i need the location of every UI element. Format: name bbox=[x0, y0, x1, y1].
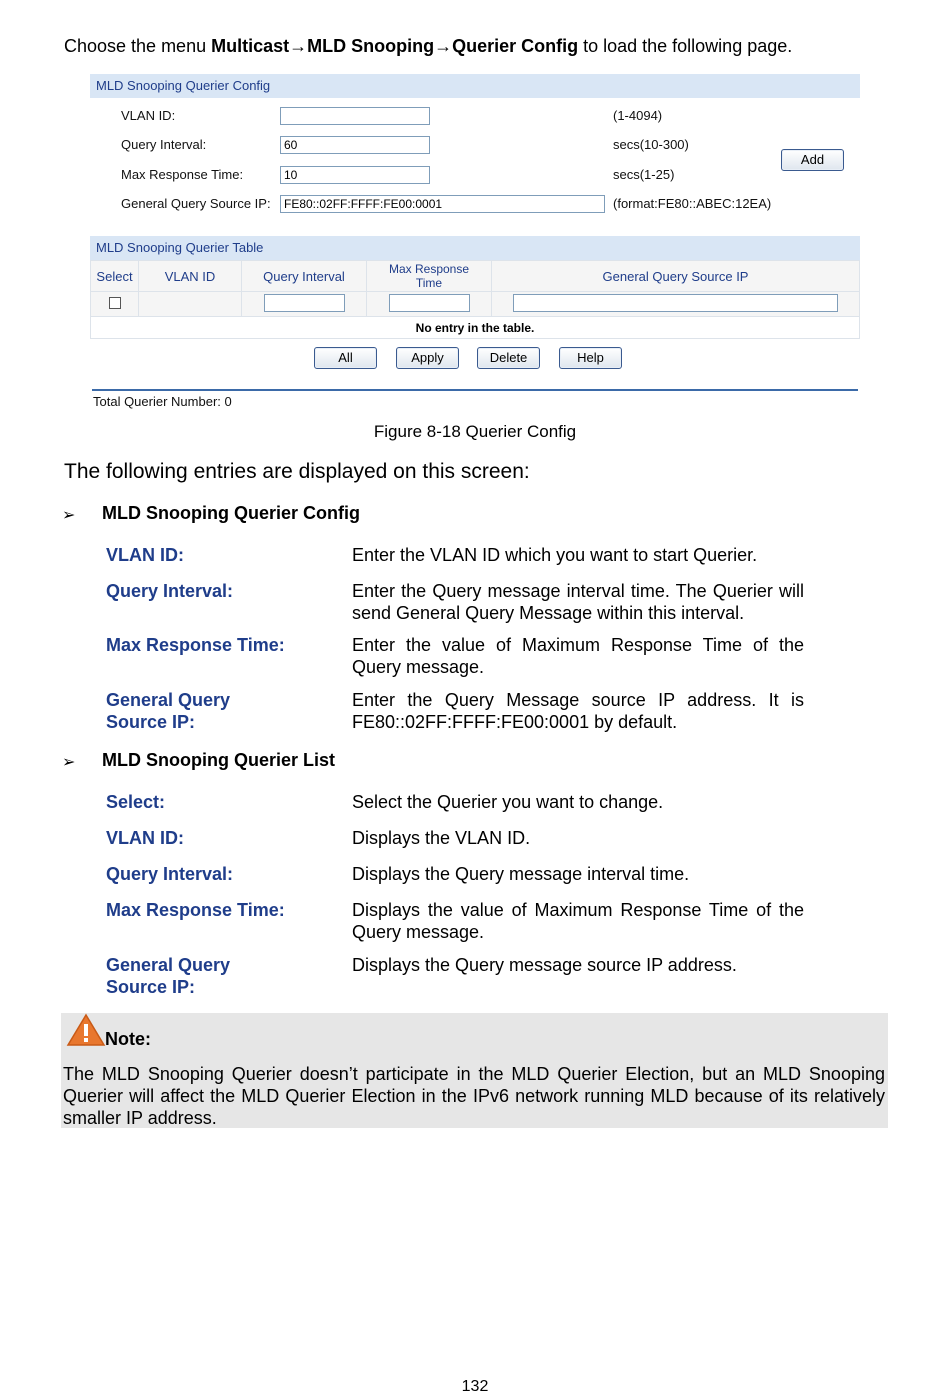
query-interval-hint: secs(10-300) bbox=[613, 137, 689, 152]
select-checkbox[interactable] bbox=[109, 297, 121, 309]
total-querier-number: Total Querier Number: 0 bbox=[93, 394, 232, 409]
term-source-ip bbox=[106, 689, 230, 733]
menu-mld-snooping: MLD Snooping bbox=[307, 36, 435, 56]
desc-list-source-ip: Displays the Query message source IP address. bbox=[352, 955, 737, 975]
column-header-select: Select bbox=[91, 261, 139, 292]
menu-querier-config: Querier Config bbox=[452, 36, 579, 56]
desc-list-vlan-id: Displays the VLAN ID. bbox=[352, 828, 531, 848]
empty-message: No entry in the table. bbox=[91, 317, 860, 339]
intro-suffix: to load the following page. bbox=[578, 36, 793, 56]
querier-table-panel bbox=[90, 236, 860, 339]
term-source-ip-line1: General Query bbox=[106, 690, 231, 710]
source-ip-hint: (format:FE80::ABEC:12EA) bbox=[613, 196, 772, 211]
all-button[interactable]: All bbox=[314, 347, 377, 369]
column-header-source-ip: General Query Source IP bbox=[492, 261, 860, 292]
config-panel-title: MLD Snooping Querier Config bbox=[90, 74, 860, 98]
term-list-source-ip-line1: General Query bbox=[106, 955, 231, 975]
column-header-max-response-text: Max Response Time bbox=[388, 262, 470, 290]
term-vlan-id: VLAN ID: bbox=[106, 545, 184, 565]
delete-button[interactable]: Delete bbox=[477, 347, 540, 369]
max-response-time-input[interactable] bbox=[280, 166, 430, 184]
term-list-max-response-time: Max Response Time: bbox=[106, 900, 285, 920]
desc-list-max-response-time: Displays the value of Maximum Response Time of the Query message. bbox=[352, 900, 804, 942]
term-list-vlan-id: VLAN ID: bbox=[106, 828, 184, 848]
desc-max-response-time: Enter the value of Maximum Response Time of the Query message. bbox=[352, 635, 804, 677]
menu-separator: → bbox=[289, 36, 308, 56]
section-title-list: MLD Snooping Querier List bbox=[102, 750, 335, 770]
desc-vlan-id: Enter the VLAN ID which you want to start Querier. bbox=[352, 545, 758, 565]
apply-button[interactable]: Apply bbox=[396, 347, 459, 369]
interval-filter-cell bbox=[242, 292, 367, 317]
note-title: Note: bbox=[105, 1029, 151, 1049]
select-all-cell bbox=[91, 292, 139, 317]
vlan-id-input[interactable] bbox=[280, 107, 430, 125]
term-list-source-ip bbox=[106, 954, 230, 998]
query-interval-label: Query Interval: bbox=[121, 137, 207, 152]
desc-select: Select the Querier you want to change. bbox=[352, 792, 664, 812]
term-list-source-ip-line2: Source IP: bbox=[106, 977, 196, 997]
srcip-filter-input[interactable] bbox=[513, 294, 838, 312]
table-panel-title: MLD Snooping Querier Table bbox=[90, 236, 860, 260]
querier-table bbox=[90, 260, 860, 339]
querier-config-panel bbox=[90, 74, 860, 98]
term-select: Select: bbox=[106, 792, 166, 812]
table-input-row bbox=[91, 292, 860, 317]
table-empty-row bbox=[91, 317, 860, 339]
note-text: The MLD Snooping Querier doesn’t participate in the MLD Querier Election, but an MLD Snooping Querier will affect the MLD Querier Election in the IPv6 network running MLD because of its relatively smaller IP address. bbox=[63, 1064, 885, 1128]
term-max-response-time: Max Response Time: bbox=[106, 635, 285, 655]
intro-prefix: Choose the menu bbox=[64, 36, 212, 56]
vlan-id-hint: (1-4094) bbox=[613, 108, 663, 123]
term-list-query-interval: Query Interval: bbox=[106, 864, 234, 884]
bullet-arrow-icon: ➢ bbox=[62, 507, 76, 524]
query-interval-input[interactable] bbox=[280, 136, 430, 154]
intro-line bbox=[64, 36, 792, 57]
add-button[interactable]: Add bbox=[781, 149, 844, 171]
help-button[interactable]: Help bbox=[559, 347, 622, 369]
maxresp-filter-input[interactable] bbox=[389, 294, 470, 312]
max-response-time-hint: secs(1-25) bbox=[613, 167, 675, 182]
page-number: 132 bbox=[461, 1378, 489, 1395]
figure-caption: Figure 8-18 Querier Config bbox=[373, 422, 577, 441]
interval-filter-input[interactable] bbox=[264, 294, 345, 312]
menu-separator: → bbox=[434, 36, 453, 56]
column-header-max-response-time bbox=[367, 261, 492, 292]
column-header-query-interval: Query Interval bbox=[242, 261, 367, 292]
bullet-arrow-icon: ➢ bbox=[62, 754, 76, 771]
lead-sentence: The following entries are displayed on this screen: bbox=[64, 460, 530, 483]
section-title-config: MLD Snooping Querier Config bbox=[102, 503, 360, 523]
menu-multicast: Multicast bbox=[211, 36, 290, 56]
source-ip-input[interactable] bbox=[280, 195, 605, 213]
column-header-vlan-id: VLAN ID bbox=[139, 261, 242, 292]
source-ip-label: General Query Source IP: bbox=[121, 196, 271, 211]
max-response-time-label: Max Response Time: bbox=[121, 167, 244, 182]
desc-source-ip: Enter the Query Message source IP address. It is FE80::02FF:FFFF:FE00:0001 by default. bbox=[352, 690, 804, 732]
term-query-interval: Query Interval: bbox=[106, 581, 234, 601]
table-header-row bbox=[91, 261, 860, 292]
vlan-id-label: VLAN ID: bbox=[121, 108, 176, 123]
warning-icon bbox=[66, 1013, 106, 1052]
srcip-filter-cell bbox=[492, 292, 860, 317]
vlan-filter-cell bbox=[139, 292, 242, 317]
desc-list-query-interval: Displays the Query message interval time. bbox=[352, 864, 690, 884]
maxresp-filter-cell bbox=[367, 292, 492, 317]
term-source-ip-line2: Source IP: bbox=[106, 712, 196, 732]
desc-query-interval: Enter the Query message interval time. The Querier will send General Query Message within this interval. bbox=[352, 581, 804, 623]
panel-divider bbox=[92, 389, 858, 391]
